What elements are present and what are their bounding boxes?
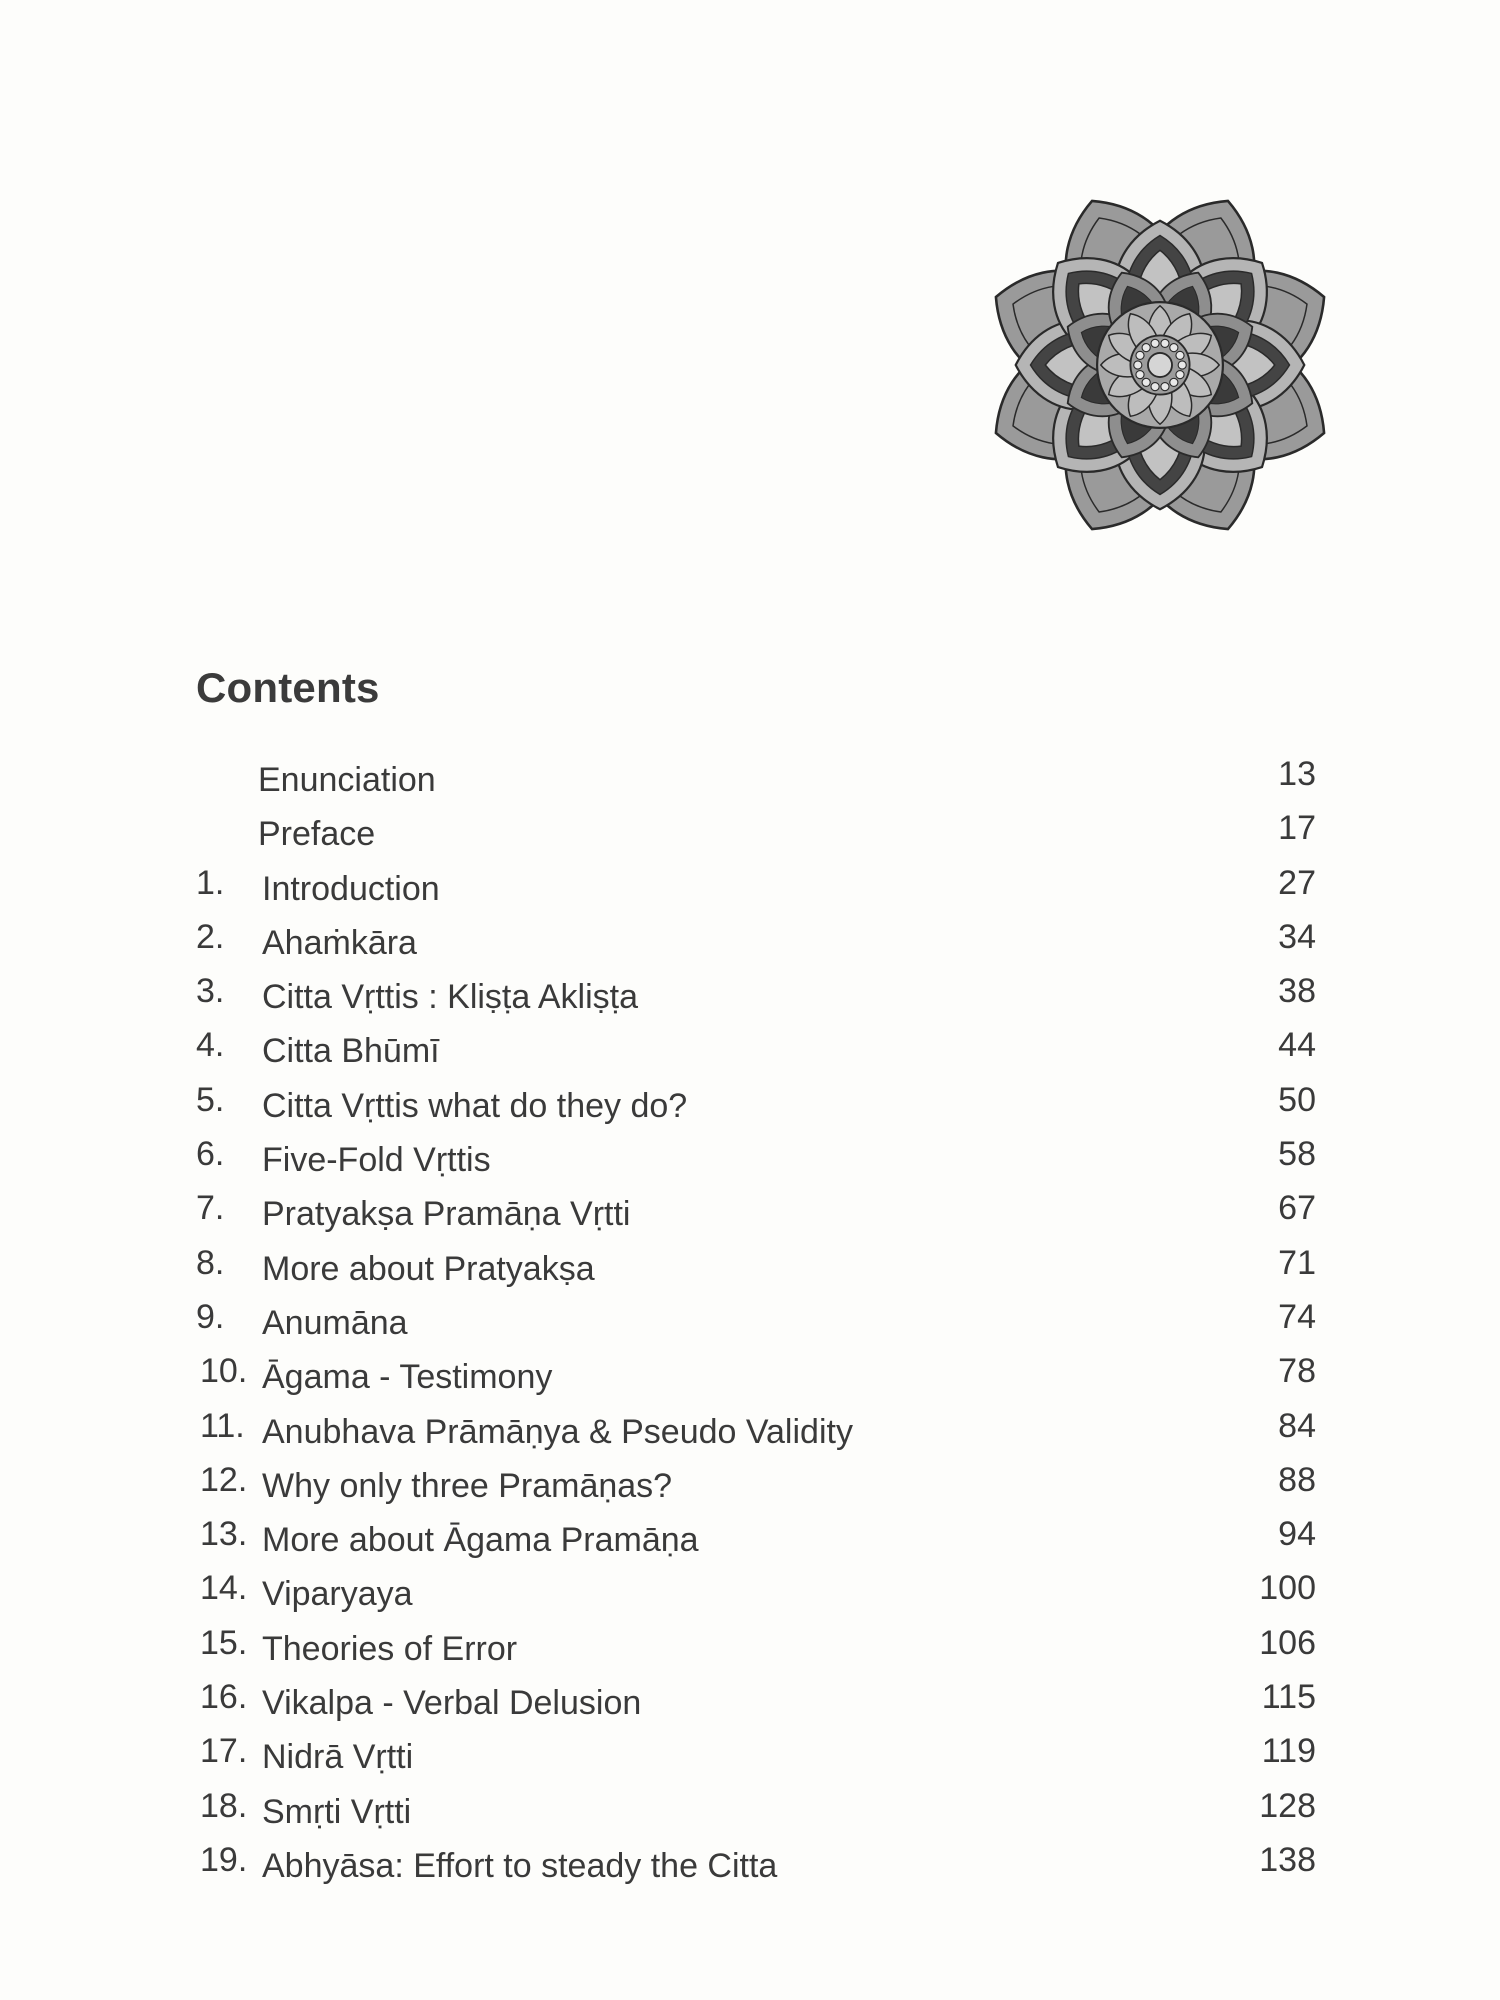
toc-entry-title: Introduction [262, 869, 440, 908]
toc-entry-page: 17 [1278, 809, 1316, 848]
contents-heading: Contents [196, 664, 380, 711]
toc-entry-page: 128 [1259, 1786, 1316, 1825]
toc-entry-title: Anubhava Prāmāṇya & Pseudo Validity [262, 1412, 853, 1451]
toc-entry-title: Āgama - Testimony [262, 1358, 553, 1397]
toc-entry-page: 115 [1261, 1678, 1316, 1717]
toc-entry-title: Smṛti Vṛtti [262, 1792, 412, 1831]
toc-entry-page: 78 [1278, 1352, 1316, 1391]
toc-entry-number: 12. [200, 1460, 248, 1499]
toc-entry [196, 1732, 1316, 1786]
toc-entry-title: Pratyakṣa Pramāṇa Vṛtti [262, 1195, 631, 1234]
toc-entry [196, 755, 1316, 809]
toc-entry-number: 16. [200, 1678, 248, 1717]
toc-entry-page: 94 [1278, 1515, 1316, 1554]
toc-entry-title: Anumāna [262, 1303, 408, 1342]
toc-entry-page: 106 [1259, 1623, 1316, 1662]
toc-entry-title: Nidrā Vṛtti [262, 1738, 414, 1777]
toc-entry [196, 1298, 1316, 1352]
toc-entry-number: 19. [200, 1840, 248, 1879]
toc-entry-number: 9. [196, 1297, 225, 1336]
toc-entry-page: 44 [1278, 1026, 1316, 1065]
toc-entry-page: 27 [1278, 863, 1316, 902]
toc-entry-page: 58 [1278, 1135, 1316, 1174]
toc-entry-title: Enunciation [258, 761, 436, 799]
toc-entry [196, 1407, 1316, 1461]
toc-entry [196, 809, 1316, 863]
toc-entry-number: 14. [200, 1569, 248, 1608]
toc-entry-page: 50 [1278, 1080, 1316, 1119]
toc-entry [196, 1026, 1316, 1080]
toc-entry-title: Ahaṁkāra [262, 923, 417, 962]
toc-entry-title: Citta Bhūmī [262, 1032, 440, 1071]
toc-entry-number: 10. [200, 1352, 248, 1391]
table-of-contents [196, 755, 1316, 1895]
toc-entry-number: 2. [196, 917, 225, 956]
toc-entry-title: Abhyāsa: Effort to steady the Citta [262, 1846, 778, 1885]
toc-entry-page: 13 [1278, 755, 1316, 793]
toc-entry-number: 1. [196, 863, 225, 902]
toc-entry-page: 84 [1278, 1406, 1316, 1445]
toc-entry [196, 1787, 1316, 1841]
toc-entry-page: 138 [1259, 1840, 1316, 1879]
toc-entry-page: 119 [1261, 1732, 1316, 1771]
toc-entry [196, 1244, 1316, 1298]
toc-entry [196, 1678, 1316, 1732]
toc-entry-page: 74 [1278, 1297, 1316, 1336]
toc-entry [196, 1461, 1316, 1515]
toc-entry-number: 11. [200, 1406, 245, 1445]
toc-entry [196, 918, 1316, 972]
toc-entry [196, 1352, 1316, 1406]
toc-entry-number: 17. [200, 1732, 248, 1771]
toc-entry-page: 71 [1278, 1243, 1316, 1282]
toc-entry-title: More about Pratyakṣa [262, 1249, 595, 1288]
toc-entry [196, 1515, 1316, 1569]
toc-entry-title: Theories of Error [262, 1629, 518, 1668]
toc-entry-number: 5. [196, 1080, 225, 1119]
toc-entry-number: 18. [200, 1786, 248, 1825]
toc-entry-page: 38 [1278, 972, 1316, 1011]
toc-entry-number: 3. [196, 972, 225, 1011]
toc-entry-page: 67 [1278, 1189, 1316, 1228]
toc-entry-title: Why only three Pramāṇas? [262, 1466, 673, 1505]
toc-entry-page: 100 [1259, 1569, 1316, 1608]
toc-entry [196, 1841, 1316, 1895]
toc-entry-number: 6. [196, 1135, 225, 1174]
mandala-icon [975, 180, 1345, 550]
toc-entry-number: 13. [200, 1515, 248, 1554]
toc-entry-number: 7. [196, 1189, 225, 1228]
toc-entry [196, 1081, 1316, 1135]
toc-entry-number: 8. [196, 1243, 225, 1282]
toc-entry-title: Citta Vṛttis : Kliṣṭa Akliṣṭa [262, 978, 638, 1017]
toc-entry-title: Viparyaya [262, 1575, 413, 1614]
toc-entry-title: More about Āgama Pramāṇa [262, 1521, 699, 1560]
toc-entry [196, 1569, 1316, 1623]
toc-entry [196, 1135, 1316, 1189]
toc-entry-number: 4. [196, 1026, 225, 1065]
toc-entry-page: 88 [1278, 1460, 1316, 1499]
toc-entry [196, 1189, 1316, 1243]
toc-entry-title: Five-Fold Vṛttis [262, 1141, 491, 1180]
toc-entry-title: Citta Vṛttis what do they do? [262, 1086, 688, 1125]
toc-entry [196, 1624, 1316, 1678]
toc-entry-title: Vikalpa - Verbal Delusion [262, 1684, 642, 1723]
toc-entry-page: 34 [1278, 917, 1316, 956]
toc-entry [196, 972, 1316, 1026]
toc-entry-title: Preface [258, 815, 376, 854]
toc-entry-number: 15. [200, 1623, 248, 1662]
toc-entry [196, 864, 1316, 918]
